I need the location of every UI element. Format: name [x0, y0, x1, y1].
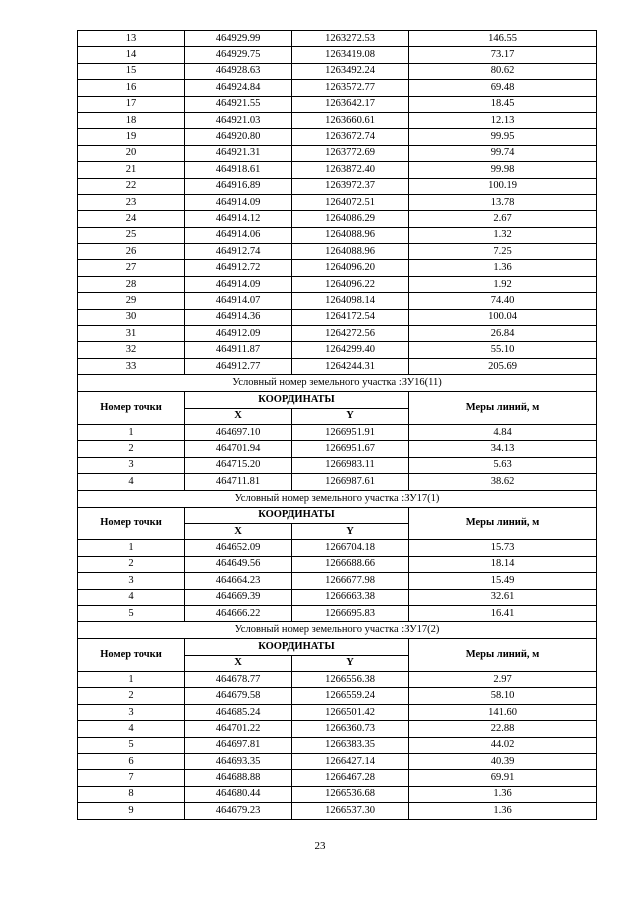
table-row: [78, 211, 597, 227]
table-row: [78, 605, 597, 621]
line-length-cell: 205.69: [409, 358, 597, 374]
line-length-cell: 58.10: [409, 688, 597, 704]
table-row: [78, 770, 597, 786]
line-length-cell: 100.04: [409, 309, 597, 325]
line-length-header: Меры линий, м: [409, 639, 597, 672]
header-row: [78, 639, 597, 655]
table-row: [78, 112, 597, 128]
point-number-cell: 33: [78, 358, 185, 374]
x-coordinate-cell: 464678.77: [185, 672, 292, 688]
x-coordinate-cell: 464679.58: [185, 688, 292, 704]
x-coordinate-cell: 464701.22: [185, 721, 292, 737]
header-row: [78, 507, 597, 523]
x-coordinate-cell: 464914.36: [185, 309, 292, 325]
x-coordinate-cell: 464697.81: [185, 737, 292, 753]
x-coordinate-cell: 464921.31: [185, 145, 292, 161]
x-coordinate-cell: 464912.72: [185, 260, 292, 276]
line-length-cell: 2.67: [409, 211, 597, 227]
x-coordinate-cell: 464914.09: [185, 194, 292, 210]
table-row: [78, 786, 597, 802]
y-coordinate-cell: 1263972.37: [292, 178, 409, 194]
x-coordinate-cell: 464916.89: [185, 178, 292, 194]
point-number-cell: 4: [78, 721, 185, 737]
point-number-cell: 28: [78, 276, 185, 292]
x-header: X: [185, 408, 292, 424]
line-length-cell: 38.62: [409, 474, 597, 490]
y-coordinate-cell: 1263272.53: [292, 31, 409, 47]
table-row: [78, 358, 597, 374]
table-row: [78, 754, 597, 770]
line-length-cell: 1.92: [409, 276, 597, 292]
point-number-cell: 31: [78, 326, 185, 342]
line-length-cell: 141.60: [409, 704, 597, 720]
y-coordinate-cell: 1266501.42: [292, 704, 409, 720]
table-row: [78, 47, 597, 63]
x-coordinate-cell: 464688.88: [185, 770, 292, 786]
y-coordinate-cell: 1266383.35: [292, 737, 409, 753]
x-coordinate-cell: 464920.80: [185, 129, 292, 145]
x-header: X: [185, 523, 292, 539]
line-length-cell: 4.84: [409, 424, 597, 440]
x-coordinate-cell: 464664.23: [185, 573, 292, 589]
y-coordinate-cell: 1266360.73: [292, 721, 409, 737]
y-coordinate-cell: 1264096.22: [292, 276, 409, 292]
point-number-cell: 8: [78, 786, 185, 802]
line-length-cell: 69.48: [409, 80, 597, 96]
point-number-cell: 4: [78, 589, 185, 605]
coordinates-header: КООРДИНАТЫ: [185, 392, 409, 408]
y-coordinate-cell: 1264096.20: [292, 260, 409, 276]
line-length-cell: 13.78: [409, 194, 597, 210]
table-row: [78, 260, 597, 276]
point-number-cell: 30: [78, 309, 185, 325]
line-length-cell: 69.91: [409, 770, 597, 786]
point-number-cell: 32: [78, 342, 185, 358]
line-length-cell: 1.32: [409, 227, 597, 243]
point-number-cell: 21: [78, 162, 185, 178]
x-coordinate-cell: 464914.12: [185, 211, 292, 227]
x-coordinate-cell: 464711.81: [185, 474, 292, 490]
table-row: [78, 672, 597, 688]
point-number-cell: 4: [78, 474, 185, 490]
y-coordinate-cell: 1266688.66: [292, 556, 409, 572]
y-coordinate-cell: 1266663.38: [292, 589, 409, 605]
point-number-cell: 23: [78, 194, 185, 210]
y-coordinate-cell: 1263672.74: [292, 129, 409, 145]
line-length-cell: 18.45: [409, 96, 597, 112]
table-row: [78, 342, 597, 358]
table-row: [78, 194, 597, 210]
y-coordinate-cell: 1264272.56: [292, 326, 409, 342]
point-number-cell: 6: [78, 754, 185, 770]
x-coordinate-cell: 464666.22: [185, 605, 292, 621]
x-coordinate-cell: 464912.74: [185, 244, 292, 260]
table-row: [78, 145, 597, 161]
y-coordinate-cell: 1263660.61: [292, 112, 409, 128]
point-number-cell: 9: [78, 803, 185, 819]
table-row: [78, 129, 597, 145]
line-length-cell: 7.25: [409, 244, 597, 260]
y-coordinate-cell: 1266467.28: [292, 770, 409, 786]
table-row: [78, 721, 597, 737]
point-number-cell: 2: [78, 441, 185, 457]
table-row: [78, 63, 597, 79]
x-coordinate-cell: 464649.56: [185, 556, 292, 572]
point-number-cell: 15: [78, 63, 185, 79]
line-length-cell: 99.74: [409, 145, 597, 161]
point-number-cell: 20: [78, 145, 185, 161]
table-row: [78, 96, 597, 112]
x-coordinate-cell: 464928.63: [185, 63, 292, 79]
y-header: Y: [292, 523, 409, 539]
table-row: [78, 589, 597, 605]
line-length-cell: 44.02: [409, 737, 597, 753]
point-number-cell: 29: [78, 293, 185, 309]
x-coordinate-cell: 464918.61: [185, 162, 292, 178]
x-coordinate-cell: 464715.20: [185, 457, 292, 473]
point-number-cell: 5: [78, 737, 185, 753]
point-number-cell: 1: [78, 424, 185, 440]
line-length-cell: 32.61: [409, 589, 597, 605]
x-coordinate-cell: 464693.35: [185, 754, 292, 770]
point-number-cell: 18: [78, 112, 185, 128]
line-length-header: Меры линий, м: [409, 392, 597, 425]
point-number-cell: 27: [78, 260, 185, 276]
y-coordinate-cell: 1266559.24: [292, 688, 409, 704]
y-coordinate-cell: 1264086.29: [292, 211, 409, 227]
line-length-cell: 73.17: [409, 47, 597, 63]
point-number-cell: 3: [78, 704, 185, 720]
table-row: [78, 737, 597, 753]
x-coordinate-cell: 464929.75: [185, 47, 292, 63]
table-row: [78, 244, 597, 260]
point-number-cell: 22: [78, 178, 185, 194]
x-coordinate-cell: 464669.39: [185, 589, 292, 605]
y-coordinate-cell: 1266704.18: [292, 540, 409, 556]
line-length-cell: 2.97: [409, 672, 597, 688]
point-number-cell: 26: [78, 244, 185, 260]
y-coordinate-cell: 1264098.14: [292, 293, 409, 309]
table-row: [78, 573, 597, 589]
line-length-cell: 34.13: [409, 441, 597, 457]
point-number-cell: 25: [78, 227, 185, 243]
line-length-cell: 15.49: [409, 573, 597, 589]
line-length-cell: 22.88: [409, 721, 597, 737]
table-row: [78, 540, 597, 556]
line-length-cell: 99.95: [409, 129, 597, 145]
x-coordinate-cell: 464679.23: [185, 803, 292, 819]
y-header: Y: [292, 408, 409, 424]
line-length-cell: 55.10: [409, 342, 597, 358]
coordinates-table: [77, 30, 597, 820]
point-number-cell: 13: [78, 31, 185, 47]
line-length-cell: 5.63: [409, 457, 597, 473]
y-coordinate-cell: 1264244.31: [292, 358, 409, 374]
line-length-cell: 1.36: [409, 260, 597, 276]
section-title: Условный номер земельного участка :ЗУ17(1): [78, 490, 597, 507]
x-coordinate-cell: 464701.94: [185, 441, 292, 457]
y-coordinate-cell: 1264299.40: [292, 342, 409, 358]
line-length-cell: 146.55: [409, 31, 597, 47]
y-coordinate-cell: 1266983.11: [292, 457, 409, 473]
x-coordinate-cell: 464685.24: [185, 704, 292, 720]
y-coordinate-cell: 1266951.67: [292, 441, 409, 457]
point-number-cell: 2: [78, 688, 185, 704]
y-coordinate-cell: 1263419.08: [292, 47, 409, 63]
x-coordinate-cell: 464912.09: [185, 326, 292, 342]
table-row: [78, 704, 597, 720]
x-header: X: [185, 655, 292, 671]
coordinates-header: КООРДИНАТЫ: [185, 639, 409, 655]
x-coordinate-cell: 464929.99: [185, 31, 292, 47]
section-title-row: [78, 375, 597, 392]
point-number-header: Номер точки: [78, 639, 185, 672]
y-coordinate-cell: 1263772.69: [292, 145, 409, 161]
line-length-cell: 80.62: [409, 63, 597, 79]
point-number-cell: 1: [78, 672, 185, 688]
x-coordinate-cell: 464680.44: [185, 786, 292, 802]
y-coordinate-cell: 1263642.17: [292, 96, 409, 112]
table-row: [78, 162, 597, 178]
x-coordinate-cell: 464914.06: [185, 227, 292, 243]
point-number-cell: 17: [78, 96, 185, 112]
table-row: [78, 31, 597, 47]
y-coordinate-cell: 1266695.83: [292, 605, 409, 621]
point-number-cell: 1: [78, 540, 185, 556]
table-row: [78, 556, 597, 572]
point-number-cell: 7: [78, 770, 185, 786]
y-coordinate-cell: 1266677.98: [292, 573, 409, 589]
table-row: [78, 293, 597, 309]
table-row: [78, 309, 597, 325]
coordinates-header: КООРДИНАТЫ: [185, 507, 409, 523]
x-coordinate-cell: 464911.87: [185, 342, 292, 358]
table-row: [78, 688, 597, 704]
coordinates-table-body: [78, 31, 597, 820]
point-number-header: Номер точки: [78, 507, 185, 540]
line-length-header: Меры линий, м: [409, 507, 597, 540]
table-row: [78, 474, 597, 490]
point-number-cell: 3: [78, 573, 185, 589]
x-coordinate-cell: 464652.09: [185, 540, 292, 556]
section-title: Условный номер земельного участка :ЗУ16(11): [78, 375, 597, 392]
y-header: Y: [292, 655, 409, 671]
line-length-cell: 1.36: [409, 803, 597, 819]
y-coordinate-cell: 1263872.40: [292, 162, 409, 178]
point-number-header: Номер точки: [78, 392, 185, 425]
table-row: [78, 326, 597, 342]
x-coordinate-cell: 464912.77: [185, 358, 292, 374]
y-coordinate-cell: 1266427.14: [292, 754, 409, 770]
point-number-cell: 24: [78, 211, 185, 227]
y-coordinate-cell: 1264088.96: [292, 227, 409, 243]
line-length-cell: 26.84: [409, 326, 597, 342]
section-title: Условный номер земельного участка :ЗУ17(2): [78, 622, 597, 639]
table-row: [78, 80, 597, 96]
table-row: [78, 424, 597, 440]
point-number-cell: 14: [78, 47, 185, 63]
line-length-cell: 16.41: [409, 605, 597, 621]
y-coordinate-cell: 1264172.54: [292, 309, 409, 325]
y-coordinate-cell: 1263492.24: [292, 63, 409, 79]
header-row: [78, 392, 597, 408]
point-number-cell: 5: [78, 605, 185, 621]
section-title-row: [78, 490, 597, 507]
page-number: 23: [314, 840, 326, 852]
point-number-cell: 19: [78, 129, 185, 145]
table-row: [78, 441, 597, 457]
y-coordinate-cell: 1264088.96: [292, 244, 409, 260]
point-number-cell: 3: [78, 457, 185, 473]
line-length-cell: 18.14: [409, 556, 597, 572]
section-title-row: [78, 622, 597, 639]
x-coordinate-cell: 464924.84: [185, 80, 292, 96]
line-length-cell: 1.36: [409, 786, 597, 802]
point-number-cell: 16: [78, 80, 185, 96]
line-length-cell: 74.40: [409, 293, 597, 309]
x-coordinate-cell: 464697.10: [185, 424, 292, 440]
table-row: [78, 276, 597, 292]
line-length-cell: 40.39: [409, 754, 597, 770]
y-coordinate-cell: 1266951.91: [292, 424, 409, 440]
y-coordinate-cell: 1263572.77: [292, 80, 409, 96]
y-coordinate-cell: 1266556.38: [292, 672, 409, 688]
table-row: [78, 457, 597, 473]
y-coordinate-cell: 1266987.61: [292, 474, 409, 490]
point-number-cell: 2: [78, 556, 185, 572]
line-length-cell: 100.19: [409, 178, 597, 194]
y-coordinate-cell: 1264072.51: [292, 194, 409, 210]
table-row: [78, 178, 597, 194]
x-coordinate-cell: 464921.55: [185, 96, 292, 112]
line-length-cell: 15.73: [409, 540, 597, 556]
line-length-cell: 99.98: [409, 162, 597, 178]
x-coordinate-cell: 464921.03: [185, 112, 292, 128]
line-length-cell: 12.13: [409, 112, 597, 128]
x-coordinate-cell: 464914.07: [185, 293, 292, 309]
y-coordinate-cell: 1266537.30: [292, 803, 409, 819]
x-coordinate-cell: 464914.09: [185, 276, 292, 292]
table-row: [78, 227, 597, 243]
y-coordinate-cell: 1266536.68: [292, 786, 409, 802]
table-row: [78, 803, 597, 819]
